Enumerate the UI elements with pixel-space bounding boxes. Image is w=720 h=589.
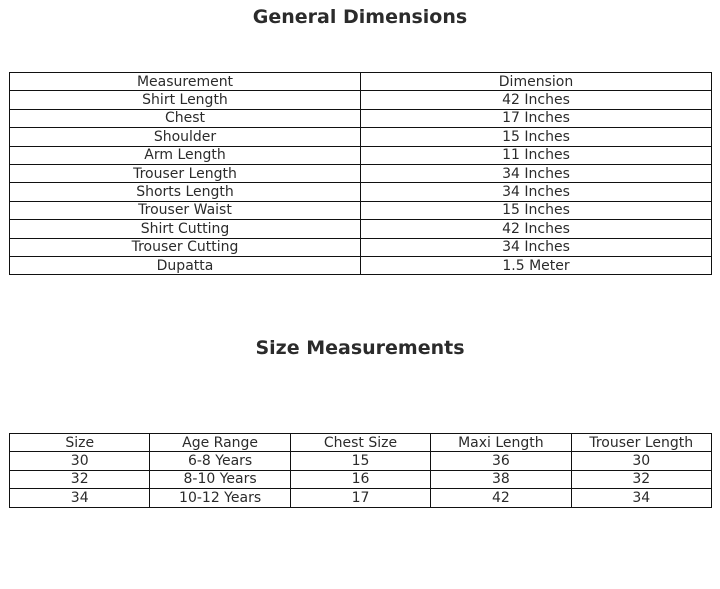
measurement-cell: Shirt Cutting bbox=[10, 220, 361, 238]
measurement-cell: Shorts Length bbox=[10, 183, 361, 201]
size-cell: 34 bbox=[10, 489, 150, 507]
measurement-cell: Trouser Length bbox=[10, 164, 361, 182]
dimension-cell: 17 Inches bbox=[361, 109, 712, 127]
size-cell: 32 bbox=[10, 470, 150, 488]
header-cell: Age Range bbox=[150, 434, 290, 452]
measurement-cell: Trouser Cutting bbox=[10, 238, 361, 256]
header-cell: Dimension bbox=[361, 73, 712, 91]
measurement-cell: Dupatta bbox=[10, 256, 361, 274]
trouser-length-cell: 30 bbox=[571, 452, 711, 470]
chest-size-cell: 16 bbox=[290, 470, 430, 488]
table-row bbox=[10, 128, 712, 146]
table-row bbox=[10, 91, 712, 109]
dimension-cell: 1.5 Meter bbox=[361, 256, 712, 274]
measurement-cell: Shoulder bbox=[10, 128, 361, 146]
general-dimensions-table bbox=[9, 72, 712, 275]
table-row bbox=[10, 238, 712, 256]
age-range-cell: 10-12 Years bbox=[150, 489, 290, 507]
table-row bbox=[10, 146, 712, 164]
table-row bbox=[10, 470, 712, 488]
age-range-cell: 6-8 Years bbox=[150, 452, 290, 470]
chest-size-cell: 17 bbox=[290, 489, 430, 507]
header-cell: Measurement bbox=[10, 73, 361, 91]
header-cell: Trouser Length bbox=[571, 434, 711, 452]
table-row bbox=[10, 256, 712, 274]
table-row bbox=[10, 220, 712, 238]
dimension-cell: 34 Inches bbox=[361, 164, 712, 182]
size-measurements-table bbox=[9, 433, 712, 508]
dimension-cell: 34 Inches bbox=[361, 183, 712, 201]
trouser-length-cell: 32 bbox=[571, 470, 711, 488]
table-header-row bbox=[10, 434, 712, 452]
maxi-length-cell: 38 bbox=[431, 470, 571, 488]
table-header-row bbox=[10, 73, 712, 91]
table-row bbox=[10, 489, 712, 507]
table-row bbox=[10, 183, 712, 201]
table-row bbox=[10, 164, 712, 182]
dimension-cell: 42 Inches bbox=[361, 220, 712, 238]
age-range-cell: 8-10 Years bbox=[150, 470, 290, 488]
header-cell: Size bbox=[10, 434, 150, 452]
dimension-cell: 11 Inches bbox=[361, 146, 712, 164]
maxi-length-cell: 36 bbox=[431, 452, 571, 470]
measurement-cell: Shirt Length bbox=[10, 91, 361, 109]
general-dimensions-title: General Dimensions bbox=[252, 6, 468, 28]
table-row bbox=[10, 109, 712, 127]
size-measurements-title: Size Measurements bbox=[255, 337, 465, 359]
dimension-cell: 34 Inches bbox=[361, 238, 712, 256]
size-cell: 30 bbox=[10, 452, 150, 470]
table-row bbox=[10, 452, 712, 470]
maxi-length-cell: 42 bbox=[431, 489, 571, 507]
dimension-cell: 15 Inches bbox=[361, 128, 712, 146]
measurement-cell: Trouser Waist bbox=[10, 201, 361, 219]
chest-size-cell: 15 bbox=[290, 452, 430, 470]
measurement-cell: Chest bbox=[10, 109, 361, 127]
dimension-cell: 15 Inches bbox=[361, 201, 712, 219]
dimension-cell: 42 Inches bbox=[361, 91, 712, 109]
header-cell: Chest Size bbox=[290, 434, 430, 452]
header-cell: Maxi Length bbox=[431, 434, 571, 452]
trouser-length-cell: 34 bbox=[571, 489, 711, 507]
table-row bbox=[10, 201, 712, 219]
measurement-cell: Arm Length bbox=[10, 146, 361, 164]
